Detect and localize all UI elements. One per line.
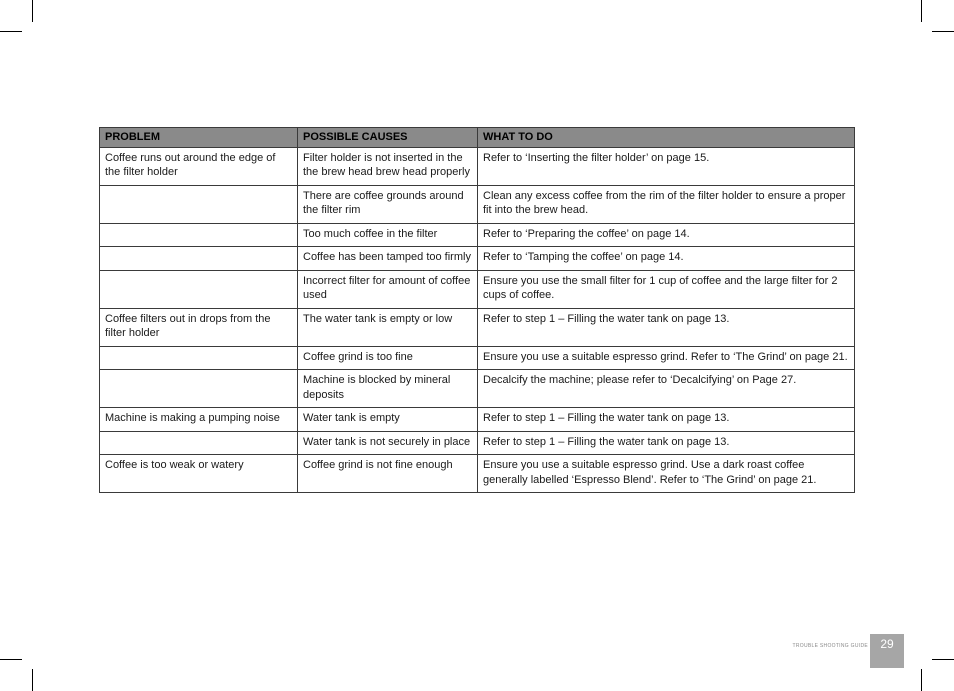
- problem-cell: [100, 223, 298, 247]
- crop-mark-top-left-v: [32, 0, 33, 22]
- cause-cell: Incorrect filter for amount of coffee used: [298, 270, 478, 308]
- section-footer-label: TROUBLE SHOOTING GUIDE: [792, 643, 868, 649]
- crop-mark-bottom-left-v: [32, 669, 33, 691]
- table-row: [100, 247, 855, 271]
- cause-cell: Coffee grind is too fine: [298, 346, 478, 370]
- table-row: [100, 185, 855, 223]
- crop-mark-bottom-right-h: [932, 659, 954, 660]
- action-cell: Ensure you use the small filter for 1 cup of coffee and the large filter for 2 cups of coffee.: [478, 270, 855, 308]
- crop-mark-bottom-right-v: [921, 669, 922, 691]
- crop-mark-top-left-h: [0, 31, 22, 32]
- crop-mark-top-right-v: [921, 0, 922, 22]
- cause-cell: Coffee has been tamped too firmly: [298, 247, 478, 271]
- crop-mark-top-right-h: [932, 31, 954, 32]
- crop-mark-bottom-left-h: [0, 659, 22, 660]
- table-row: [100, 147, 855, 185]
- action-cell: Refer to step 1 – Filling the water tank on page 13.: [478, 308, 855, 346]
- action-cell: Refer to ‘Inserting the filter holder’ on page 15.: [478, 147, 855, 185]
- cause-cell: Water tank is not securely in place: [298, 431, 478, 455]
- problem-cell: Coffee is too weak or watery: [100, 455, 298, 493]
- cause-cell: Too much coffee in the filter: [298, 223, 478, 247]
- table-header-row: [100, 128, 855, 148]
- table-row: [100, 370, 855, 408]
- table-row: [100, 308, 855, 346]
- table-row: [100, 431, 855, 455]
- action-cell: Ensure you use a suitable espresso grind. Use a dark roast coffee generally labelled ‘Espresso Blend’. Refer to ‘The Grind’ on page 21.: [478, 455, 855, 493]
- problem-cell: [100, 270, 298, 308]
- problem-cell: [100, 247, 298, 271]
- column-header-problem: PROBLEM: [100, 128, 298, 148]
- cause-cell: Filter holder is not inserted in the the brew head brew head properly: [298, 147, 478, 185]
- table-row: [100, 455, 855, 493]
- troubleshooting-table: [99, 127, 855, 493]
- cause-cell: The water tank is empty or low: [298, 308, 478, 346]
- page-number-box: [870, 634, 904, 668]
- problem-cell: Coffee runs out around the edge of the filter holder: [100, 147, 298, 185]
- column-header-possible-causes: POSSIBLE CAUSES: [298, 128, 478, 148]
- action-cell: Refer to step 1 – Filling the water tank on page 13.: [478, 431, 855, 455]
- page-number: 29: [880, 637, 894, 651]
- problem-cell: [100, 185, 298, 223]
- problem-cell: Machine is making a pumping noise: [100, 408, 298, 432]
- action-cell: Decalcify the machine; please refer to ‘Decalcifying’ on Page 27.: [478, 370, 855, 408]
- action-cell: Ensure you use a suitable espresso grind. Refer to ‘The Grind’ on page 21.: [478, 346, 855, 370]
- table-row: [100, 223, 855, 247]
- cause-cell: There are coffee grounds around the filter rim: [298, 185, 478, 223]
- action-cell: Refer to ‘Tamping the coffee’ on page 14.: [478, 247, 855, 271]
- cause-cell: Coffee grind is not fine enough: [298, 455, 478, 493]
- cause-cell: Machine is blocked by mineral deposits: [298, 370, 478, 408]
- problem-cell: Coffee filters out in drops from the filter holder: [100, 308, 298, 346]
- action-cell: Refer to step 1 – Filling the water tank on page 13.: [478, 408, 855, 432]
- action-cell: Refer to ‘Preparing the coffee’ on page 14.: [478, 223, 855, 247]
- problem-cell: [100, 370, 298, 408]
- column-header-what-to-do: WHAT TO DO: [478, 128, 855, 148]
- problem-cell: [100, 431, 298, 455]
- action-cell: Clean any excess coffee from the rim of the filter holder to ensure a proper fit into the brew head.: [478, 185, 855, 223]
- table-row: [100, 408, 855, 432]
- table-row: [100, 346, 855, 370]
- cause-cell: Water tank is empty: [298, 408, 478, 432]
- problem-cell: [100, 346, 298, 370]
- table-row: [100, 270, 855, 308]
